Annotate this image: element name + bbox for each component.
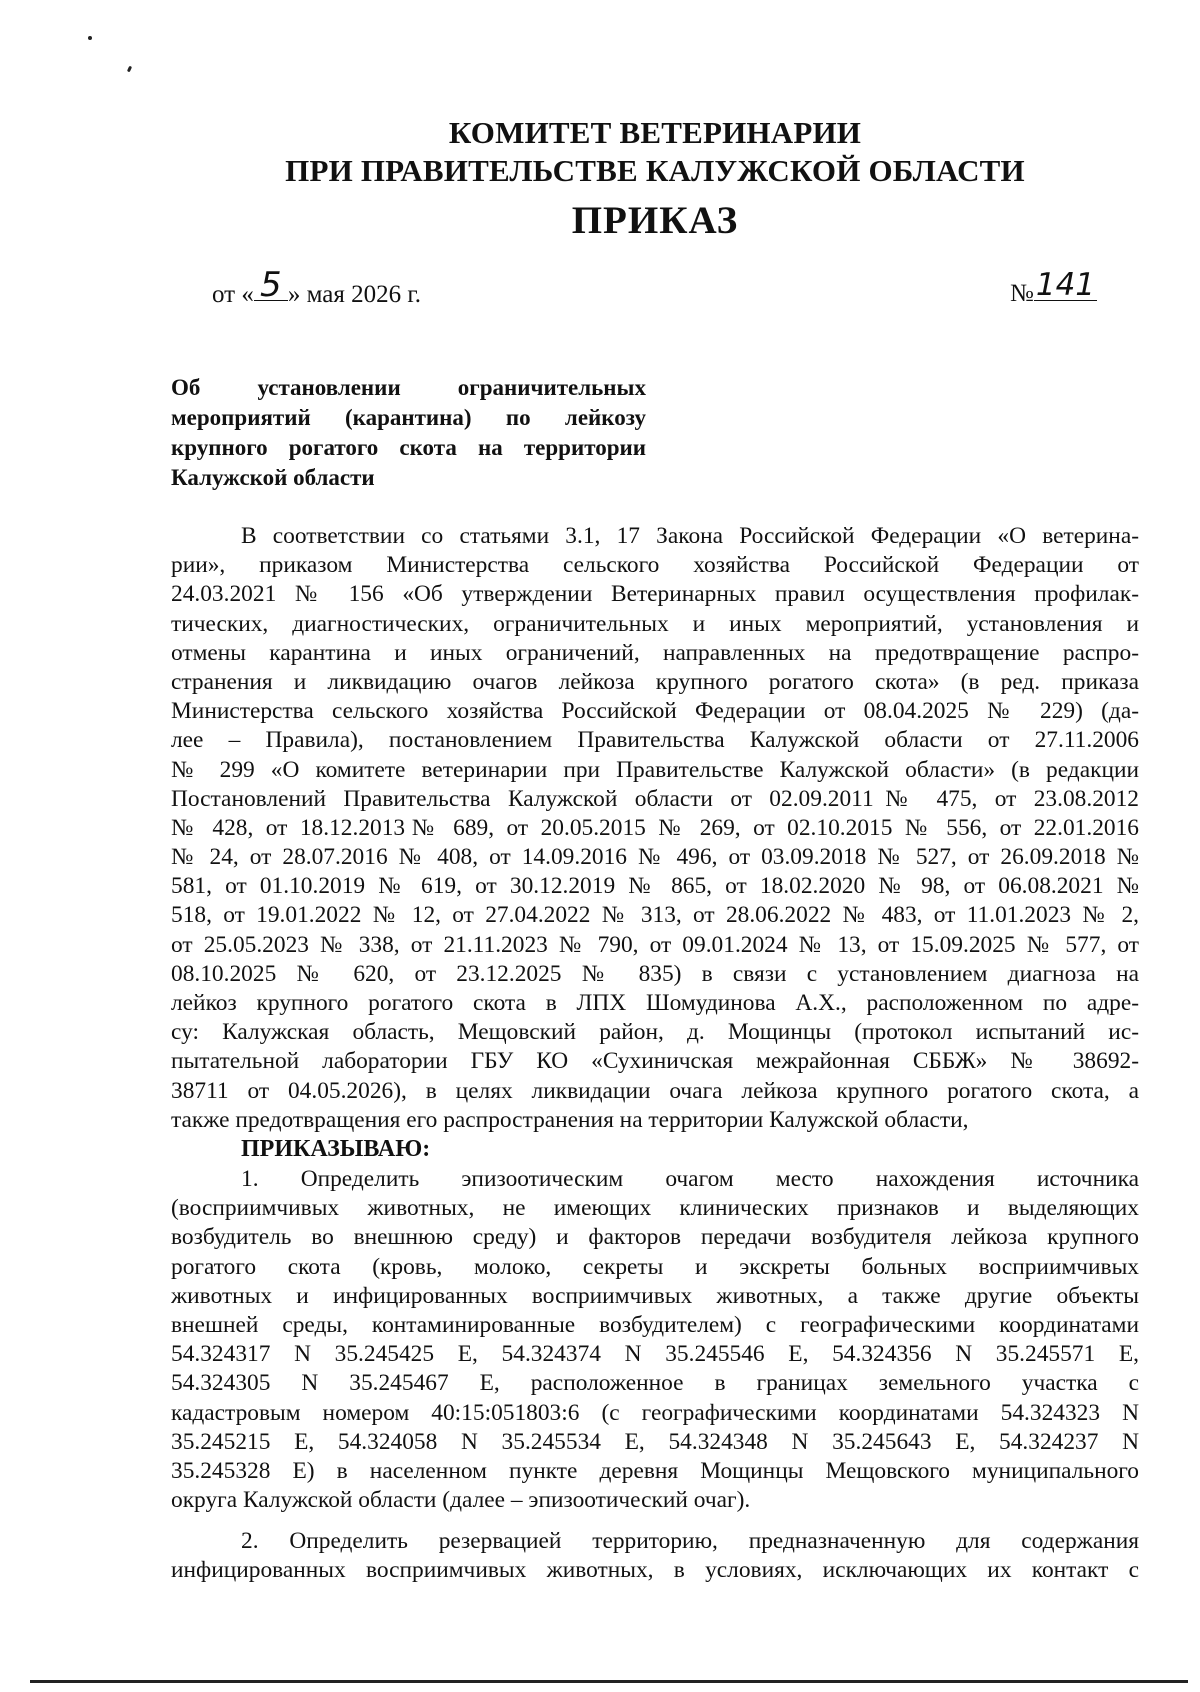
text-line: тических, диагностических, ограничительных и иных мероприятий, установления и	[171, 610, 1139, 637]
date-prefix: от «	[212, 281, 254, 308]
subject-line: Об установлении ограничительных	[171, 375, 646, 400]
date-suffix: » мая 2026 г.	[287, 281, 422, 308]
bottom-rule	[30, 1680, 1188, 1683]
text-line: животных и инфицированных восприимчивых животных, а также другие объекты	[171, 1282, 1139, 1309]
text-line: № 299 «О комитете ветеринарии при Правительстве Калужской области» (в редакции	[171, 756, 1139, 783]
order-item-2	[171, 1527, 1139, 1585]
preamble-paragraph	[171, 522, 1139, 1135]
text-line: инфицированных восприимчивых животных, в условиях, исключающих их контакт с	[171, 1557, 1139, 1584]
number-handwritten: 141	[1035, 267, 1096, 303]
text-line: 38711 от 04.05.2026), в целях ликвидации очага лейкоза крупного рогатого скота, а	[171, 1077, 1139, 1104]
text-line: 1. Определить эпизоотическим очагом место нахождения источника	[241, 1166, 1139, 1192]
text-line: рогатого скота (кровь, молоко, секреты и экскреты больных восприимчивых	[171, 1253, 1139, 1280]
order-subject	[171, 373, 646, 493]
text-line: 518, от 19.01.2022 № 12, от 27.04.2022 № 313, от 28.06.2022 № 483, от 11.01.2023 № 2,	[171, 902, 1139, 929]
text-line: рии», приказом Министерства сельского хозяйства Российской Федерации от	[171, 552, 1139, 579]
text-line: су: Калужская область, Мещовский район, д. Мощинцы (протокол испытаний ис-	[171, 1019, 1139, 1046]
document-title: ПРИКАЗ	[571, 199, 739, 242]
issuer-line-2: ПРИ ПРАВИТЕЛЬСТВЕ КАЛУЖСКОЙ ОБЛАСТИ	[285, 153, 1025, 188]
text-line: 35.245328 E) в населенном пункте деревня Мощинцы Мещовского муниципального	[171, 1457, 1139, 1484]
text-line: Министерства сельского хозяйства Российской Федерации от 08.04.2025 № 229) (да-	[171, 698, 1139, 725]
text-line: от 25.05.2023 № 338, от 21.11.2023 № 790, от 09.01.2024 № 13, от 15.09.2025 № 577, от	[171, 931, 1139, 958]
text-line: 54.324317 N 35.245425 E, 54.324374 N 35.245546 E, 54.324356 N 35.245571 E,	[171, 1341, 1139, 1368]
text-line: 581, от 01.10.2019 № 619, от 30.12.2019 № 865, от 18.02.2020 № 98, от 06.08.2021 №	[171, 873, 1139, 900]
text-line: 08.10.2025 № 620, от 23.12.2025 № 835) в связи с установлением диагноза на	[171, 960, 1139, 987]
text-line: возбудитель во внешнюю среду) и факторов передачи возбудителя лейкоза крупного	[171, 1224, 1139, 1251]
text-line: 35.245215 E, 54.324058 N 35.245534 E, 54.324348 N 35.245643 E, 54.324237 N	[171, 1428, 1139, 1455]
text-line: отмены карантина и иных ограничений, направленных на предотвращение распро-	[171, 639, 1139, 666]
order-item-1	[171, 1165, 1139, 1515]
scan-speck	[127, 66, 132, 73]
text-line: (восприимчивых животных, не имеющих клинических признаков и выделяющих	[171, 1195, 1139, 1222]
text-line: Постановлений Правительства Калужской области от 02.09.2011№ 475, от 23.08.2012	[171, 785, 1139, 812]
text-line: № 428, от 18.12.2013№ 689, от 20.05.2015 № 269, от 02.10.2015 № 556, от 22.01.2016	[171, 814, 1139, 841]
date-day-handwritten: 5	[254, 270, 288, 301]
text-line: лее – Правила), постановлением Правительства Калужской области от 27.11.2006	[171, 727, 1139, 754]
text-line: 54.324305 N 35.245467 E, расположенное в границах земельного участка с	[171, 1370, 1139, 1397]
text-line: внешней среды, контаминированные возбудителем) с географическими координатами	[171, 1311, 1139, 1338]
text-line: округа Калужской области (далее – эпизоотический очаг).	[171, 1487, 751, 1514]
order-number	[1010, 267, 1097, 308]
order-word-block	[171, 1135, 1139, 1164]
scan-speck	[88, 36, 92, 40]
issuer-header	[0, 114, 1200, 190]
text-line: 24.03.2021 № 156 «Об утверждении Ветеринарных правил осуществления профилак-	[171, 581, 1139, 608]
text-line: лейкоз крупного рогатого скота в ЛПХ Шомудинова А.Х., расположенном по адре-	[171, 990, 1139, 1016]
order-date	[212, 265, 422, 309]
text-line: 2. Определить резервацией территорию, предназначенную для содержания	[241, 1528, 1139, 1554]
text-line: странения и ликвидацию очагов лейкоза крупного рогатого скота» (в ред. приказа	[171, 668, 1139, 695]
text-line: В соответствии со статьями 3.1, 17 Закона Российской Федерации «О ветерина-	[241, 523, 1139, 549]
issuer-line-1: КОМИТЕТ ВЕТЕРИНАРИИ	[448, 115, 862, 150]
text-line: также предотвращения его распространения на территории Калужской области,	[171, 1106, 969, 1133]
text-line: № 24, от 28.07.2016 № 408, от 14.09.2016 № 496, от 03.09.2018 № 527, от 26.09.2018 №	[171, 844, 1139, 871]
number-prefix: №	[1010, 280, 1034, 307]
subject-line: мероприятий (карантина) по лейкозу	[171, 405, 646, 430]
text-line: кадастровым номером 40:15:051803:6 (с географическими координатами 54.324323 N	[171, 1399, 1139, 1426]
subject-line: Калужской области	[171, 465, 375, 490]
text-line: пытательной лаборатории ГБУ КО «Сухиничская межрайонная СББЖ» № 38692-	[171, 1048, 1139, 1075]
order-word: ПРИКАЗЫВАЮ:	[241, 1136, 431, 1162]
subject-line: крупного рогатого скота на территории	[171, 435, 646, 460]
